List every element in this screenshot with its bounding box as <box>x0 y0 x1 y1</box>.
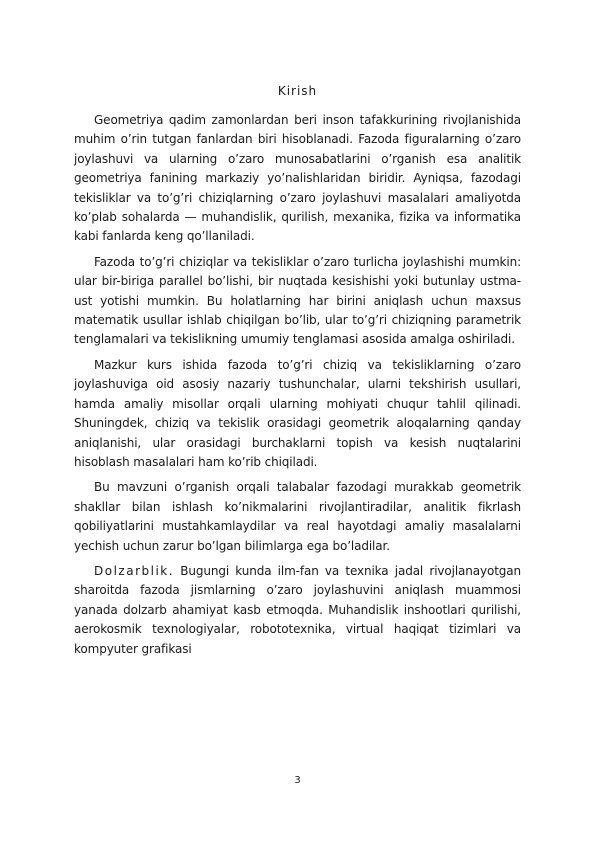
body-text <box>74 111 521 659</box>
page-number: 3 <box>294 775 301 786</box>
paragraph-course-scope: Mazkur kurs ishida fazoda to’g’ri chiziq va tekisliklarning o’zaro joylashuviga oid asosiy nazariy tushunchalar, ularni tekshirish usullari, hamda amaliy misollar orqali ularning mohiyati chuqur tahlil qilinadi. Shuningdek, chiziq va tekislik orasidagi geometrik aloqalarning qanday aniqlanishi, ular orasidagi burchaklarni topish va kesish nuqtalarini hisoblash masalalari ham ko’rib chiqiladi. <box>74 357 521 469</box>
paragraph-dolzarblik <box>74 562 521 659</box>
paragraph-student-benefits: Bu mavzuni o’rganish orqali talabalar fazodagi murakkab geometrik shakllar bilan ishlash ko’nikmalarini rivojlantiradilar, analitik fikrlash qobiliyatlarini mustahkamlaydilar va real hayotdagi amaliy masalalarni yechish uchun zarur bo’lgan bilimlarga ega bo’ladilar. <box>74 480 521 553</box>
dolzarblik-text: Bugungi kunda ilm-fan va texnika jadal rivojlanayotgan sharoitda fazoda jismlarning o’zaro joylashuvini aniqlash muammosi yanada dolzarb ahamiyat kasb etmoqda. Muhandislik inshootlari qurilishi, aerokosmik texnologiyalar, robototexnika, virtual haqiqat tizimlari va kompyuter grafikasi <box>74 563 521 656</box>
section-heading: Kirish <box>277 84 318 98</box>
paragraph-intro: Geometriya qadim zamonlardan beri inson tafakkurining rivojlanishida muhim o’rin tutgan fanlardan biri hisoblanadi. Fazoda figuralarning o’zaro joylashuvi va ularning o’zaro munosabatlarini o’rganish esa analitik geometriya fanining markaziy yo’nalishlaridan biridir. Ayniqsa, fazodagi tekisliklar va to’g’ri chiziqlarning o’zaro joylashuvi masalalari amaliyotda ko’plab sohalarda — muhandislik, qurilish, mexanika, fizika va informatika kabi fanlarda keng qo’llaniladi. <box>74 113 521 244</box>
dolzarblik-label: Dolzarblik. <box>94 563 175 578</box>
paragraph-positions: Fazoda to’g’ri chiziqlar va tekisliklar o’zaro turlicha joylashishi mumkin: ular bir-biriga parallel bo’lishi, bir nuqtada kesishishi yoki butunlay ustma-ust yotishi mumkin. Bu holatlarning har birini aniqlash uchun maxsus matematik usullar ishlab chiqilgan bo’lib, ular to’g’ri chiziqning parametrik tenglamalari va tekislikning umumiy tenglamasi asosida amalga oshiriladi. <box>74 254 521 347</box>
